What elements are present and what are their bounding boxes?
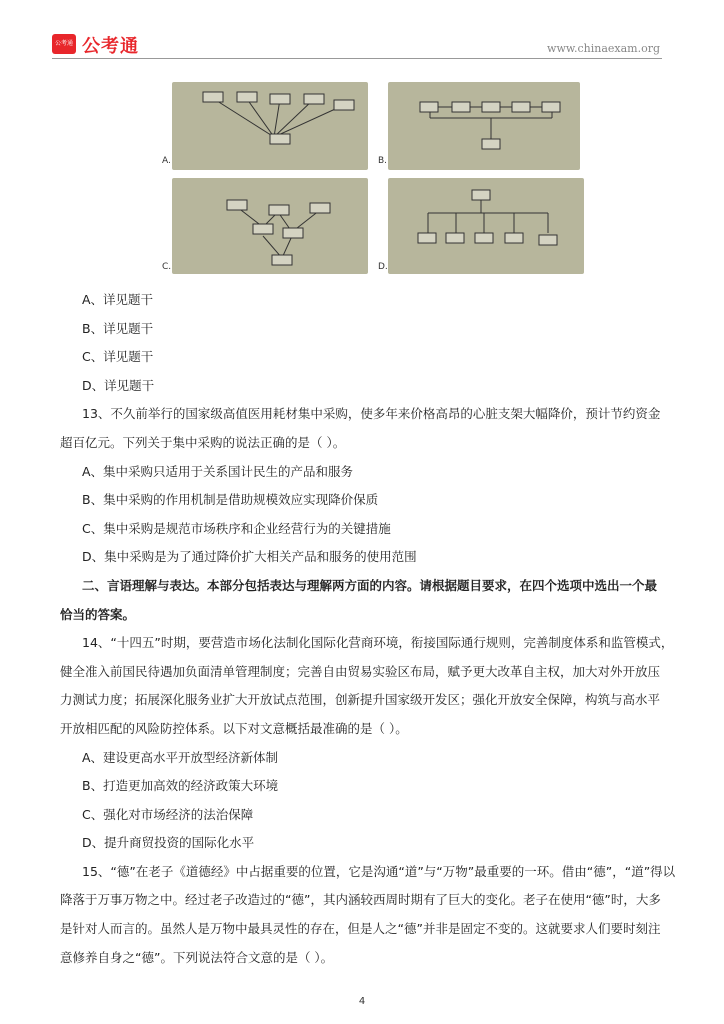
q12-option-d: D、详见题干 — [82, 377, 155, 393]
q14-option-a: A、建设更高水平开放型经济新体制 — [82, 749, 279, 765]
q14-option-c: C、强化对市场经济的法治保障 — [82, 806, 254, 822]
q12-option-b: B、详见题干 — [82, 320, 154, 336]
q13-stem-line-1: 13、不久前举行的国家级高值医用耗材集中采购，使多年来价格高昂的心脏支架大幅降价，预计节约资金 — [82, 406, 661, 422]
page-number: 4 — [358, 996, 366, 1007]
q14-stem-line-3: 力测试力度；拓展深化服务业扩大开放试点范围，创新提升国家级开发区；强化开放安全保障，构筑与高水平 — [60, 692, 661, 708]
diagram-a-graphic — [172, 82, 368, 170]
q15-stem-line-2: 降落于万事万物之中。经过老子改造过的“德”，其内涵较西周时期有了巨大的变化。老子在使用“德”时，大多 — [60, 892, 661, 908]
diagram-panel-b — [388, 82, 580, 170]
logo-badge: 公考通 — [52, 34, 76, 54]
q14-stem-line-4: 开放相匹配的风险防控体系。以下对文意概括最准确的是（ ）。 — [60, 720, 408, 736]
section2-heading-line-2: 恰当的答案。 — [60, 606, 136, 622]
panel-label-c: C. — [162, 262, 172, 272]
diagram-panel-c — [172, 178, 368, 274]
panel-label-a: A. — [162, 156, 171, 166]
q13-option-d: D、集中采购是为了通过降价扩大相关产品和服务的使用范围 — [82, 549, 417, 565]
header-divider — [52, 58, 662, 59]
diagram-d-graphic — [388, 178, 584, 274]
q14-option-d: D、提升商贸投资的国际化水平 — [82, 835, 255, 851]
diagram-c-graphic — [172, 178, 368, 274]
diagram-b-graphic — [388, 82, 580, 170]
q13-stem-line-2: 超百亿元。下列关于集中采购的说法正确的是（ ）。 — [60, 434, 346, 450]
panel-label-d: D. — [378, 262, 388, 272]
question-content — [60, 286, 676, 972]
q13-option-c: C、集中采购是规范市场秩序和企业经营行为的关键措施 — [82, 520, 391, 536]
q15-stem-line-4: 意修养自身之“德”。下列说法符合文意的是（ ）。 — [60, 949, 334, 965]
diagram-figure — [160, 80, 590, 276]
q13-option-a: A、集中采购只适用于关系国计民生的产品和服务 — [82, 463, 354, 479]
q13-option-b: B、集中采购的作用机制是借助规模效应实现降价保质 — [82, 492, 379, 508]
q14-option-b: B、打造更加高效的经济政策大环境 — [82, 778, 279, 794]
logo-text: 公考通 — [82, 36, 139, 57]
diagram-panel-a — [172, 82, 368, 170]
diagram-panel-d — [388, 178, 584, 274]
q12-option-a: A、详见题干 — [82, 292, 154, 307]
page-header — [52, 30, 672, 58]
q14-stem-line-2: 健全准入前国民待遇加负面清单管理制度；完善自由贸易实验区布局，赋予更大改革自主权，加大对外开放压 — [60, 663, 661, 679]
q15-stem-line-3: 是针对人而言的。虽然人是万物中最具灵性的存在，但是人之“德”并非是固定不变的。这就要求人们要时刻注 — [60, 921, 661, 937]
panel-label-b: B. — [378, 156, 388, 166]
q14-stem-line-1: 14、“十四五”时期，要营造市场化法制化国际化营商环境，衔接国际通行规则，完善制度体系和监管模式， — [82, 635, 674, 651]
site-url: www.chinaexam.org — [547, 42, 660, 55]
section2-heading-line-1: 二、言语理解与表达。本部分包括表达与理解两方面的内容。请根据题目要求，在四个选项中选出一个最 — [82, 577, 658, 593]
q15-stem-line-1: 15、“德”在老子《道德经》中占据重要的位置，它是沟通“道”与“万物”最重要的一环。借由“德”，“道”得以 — [82, 863, 676, 879]
q12-option-c: C、详见题干 — [82, 349, 154, 365]
